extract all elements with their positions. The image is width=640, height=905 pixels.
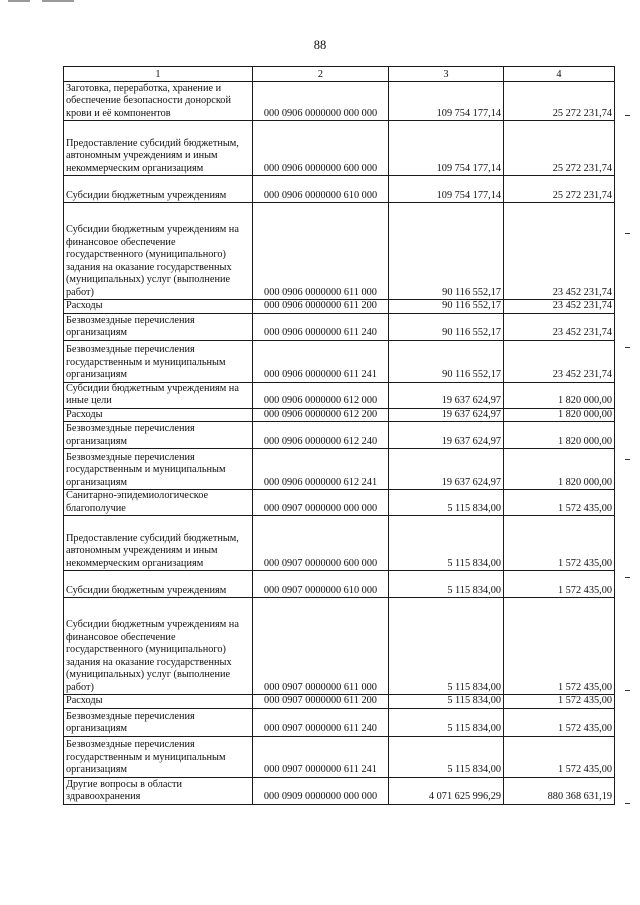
row-value-col3: 19 637 624,97 [389, 382, 504, 408]
row-value-col4: 1 820 000,00 [504, 382, 615, 408]
row-code: 000 0907 0000000 611 240 [253, 708, 389, 736]
row-code: 000 0907 0000000 610 000 [253, 571, 389, 598]
row-value-col4: 25 272 231,74 [504, 176, 615, 203]
row-value-col4: 1 572 435,00 [504, 736, 615, 777]
table-row [64, 382, 615, 408]
column-header-2: 2 [253, 67, 389, 82]
row-name: Субсидии бюджетным учреждениям на иные цели [64, 382, 253, 408]
row-value-col3: 109 754 177,14 [389, 176, 504, 203]
row-value-col3: 5 115 834,00 [389, 490, 504, 516]
table-row [64, 598, 615, 695]
budget-table [63, 66, 615, 805]
row-value-col4: 1 572 435,00 [504, 490, 615, 516]
row-code: 000 0906 0000000 611 241 [253, 340, 389, 382]
row-value-col3: 19 637 624,97 [389, 449, 504, 490]
row-code: 000 0906 0000000 612 200 [253, 408, 389, 422]
edge-mark [625, 577, 630, 578]
row-value-col3: 5 115 834,00 [389, 571, 504, 598]
row-value-col3: 5 115 834,00 [389, 516, 504, 571]
row-code: 000 0906 0000000 612 241 [253, 449, 389, 490]
table-row [64, 777, 615, 804]
row-value-col3: 5 115 834,00 [389, 736, 504, 777]
row-value-col4: 1 820 000,00 [504, 422, 615, 449]
edge-mark [625, 803, 630, 804]
row-value-col4: 25 272 231,74 [504, 121, 615, 176]
row-value-col4: 1 572 435,00 [504, 598, 615, 695]
edge-mark [625, 347, 630, 348]
row-code: 000 0906 0000000 000 000 [253, 82, 389, 121]
row-name: Безвозмездные перечисления организациям [64, 313, 253, 340]
row-value-col3: 90 116 552,17 [389, 340, 504, 382]
row-value-col3: 90 116 552,17 [389, 203, 504, 300]
row-code: 000 0906 0000000 611 000 [253, 203, 389, 300]
row-name: Санитарно-эпидемиологическое благополучие [64, 490, 253, 516]
table-row [64, 176, 615, 203]
table-header-row [64, 67, 615, 82]
row-code: 000 0907 0000000 611 000 [253, 598, 389, 695]
row-name: Предоставление субсидий бюджетным, автономным учреждениям и иным некоммерческим организациям [64, 121, 253, 176]
row-value-col4: 23 452 231,74 [504, 300, 615, 314]
table-row [64, 449, 615, 490]
row-value-col3: 109 754 177,14 [389, 121, 504, 176]
scan-mark-mid [42, 0, 74, 2]
row-value-col4: 1 820 000,00 [504, 449, 615, 490]
table-row [64, 516, 615, 571]
row-value-col4: 23 452 231,74 [504, 313, 615, 340]
row-code: 000 0907 0000000 000 000 [253, 490, 389, 516]
row-value-col4: 23 452 231,74 [504, 340, 615, 382]
row-code: 000 0909 0000000 000 000 [253, 777, 389, 804]
row-code: 000 0906 0000000 600 000 [253, 121, 389, 176]
row-name: Расходы [64, 408, 253, 422]
row-name: Безвозмездные перечисления государственным и муниципальным организациям [64, 449, 253, 490]
row-name: Заготовка, переработка, хранение и обеспечение безопасности донорской крови и её компонентов [64, 82, 253, 121]
row-code: 000 0907 0000000 611 241 [253, 736, 389, 777]
row-code: 000 0906 0000000 610 000 [253, 176, 389, 203]
row-value-col3: 19 637 624,97 [389, 408, 504, 422]
row-name: Другие вопросы в области здравоохранения [64, 777, 253, 804]
scan-mark-left [8, 0, 30, 2]
row-value-col3: 90 116 552,17 [389, 313, 504, 340]
row-value-col4: 1 572 435,00 [504, 516, 615, 571]
table-row [64, 736, 615, 777]
row-value-col4: 23 452 231,74 [504, 203, 615, 300]
row-name: Предоставление субсидий бюджетным, автономным учреждениям и иным некоммерческим организациям [64, 516, 253, 571]
row-code: 000 0907 0000000 600 000 [253, 516, 389, 571]
row-code: 000 0907 0000000 611 200 [253, 695, 389, 709]
table-row [64, 695, 615, 709]
column-header-1: 1 [64, 67, 253, 82]
row-name: Субсидии бюджетным учреждениям [64, 176, 253, 203]
row-name: Расходы [64, 300, 253, 314]
row-value-col3: 5 115 834,00 [389, 598, 504, 695]
row-code: 000 0906 0000000 611 240 [253, 313, 389, 340]
row-name: Безвозмездные перечисления государственным и муниципальным организациям [64, 736, 253, 777]
row-name: Безвозмездные перечисления организациям [64, 422, 253, 449]
table-row [64, 422, 615, 449]
row-value-col3: 5 115 834,00 [389, 708, 504, 736]
page-number: 88 [313, 38, 327, 52]
table-row [64, 490, 615, 516]
row-code: 000 0906 0000000 611 200 [253, 300, 389, 314]
table-row [64, 340, 615, 382]
edge-mark [625, 115, 630, 116]
row-value-col3: 5 115 834,00 [389, 695, 504, 709]
row-value-col4: 1 572 435,00 [504, 571, 615, 598]
row-value-col3: 4 071 625 996,29 [389, 777, 504, 804]
row-value-col4: 25 272 231,74 [504, 82, 615, 121]
row-name: Субсидии бюджетным учреждениям на финансовое обеспечение государственного (муниципального) задания на оказание государственных (муниципальных) услуг (выполнение работ) [64, 598, 253, 695]
table-row [64, 82, 615, 121]
table-row [64, 203, 615, 300]
row-value-col3: 90 116 552,17 [389, 300, 504, 314]
row-value-col4: 1 820 000,00 [504, 408, 615, 422]
row-value-col3: 109 754 177,14 [389, 82, 504, 121]
table-row [64, 313, 615, 340]
table-row [64, 571, 615, 598]
column-header-4: 4 [504, 67, 615, 82]
row-value-col4: 1 572 435,00 [504, 708, 615, 736]
row-code: 000 0906 0000000 612 240 [253, 422, 389, 449]
row-name: Безвозмездные перечисления организациям [64, 708, 253, 736]
row-name: Субсидии бюджетным учреждениям на финансовое обеспечение государственного (муниципального) задания на оказание государственных (муниципальных) услуг (выполнение работ) [64, 203, 253, 300]
row-value-col3: 19 637 624,97 [389, 422, 504, 449]
table-row [64, 300, 615, 314]
column-header-3: 3 [389, 67, 504, 82]
row-name: Безвозмездные перечисления государственным и муниципальным организациям [64, 340, 253, 382]
row-value-col4: 1 572 435,00 [504, 695, 615, 709]
table-row [64, 121, 615, 176]
table-row [64, 708, 615, 736]
row-code: 000 0906 0000000 612 000 [253, 382, 389, 408]
edge-mark [625, 233, 630, 234]
row-value-col4: 880 368 631,19 [504, 777, 615, 804]
table-row [64, 408, 615, 422]
edge-mark [625, 459, 630, 460]
row-name: Расходы [64, 695, 253, 709]
row-name: Субсидии бюджетным учреждениям [64, 571, 253, 598]
edge-mark [625, 690, 630, 691]
